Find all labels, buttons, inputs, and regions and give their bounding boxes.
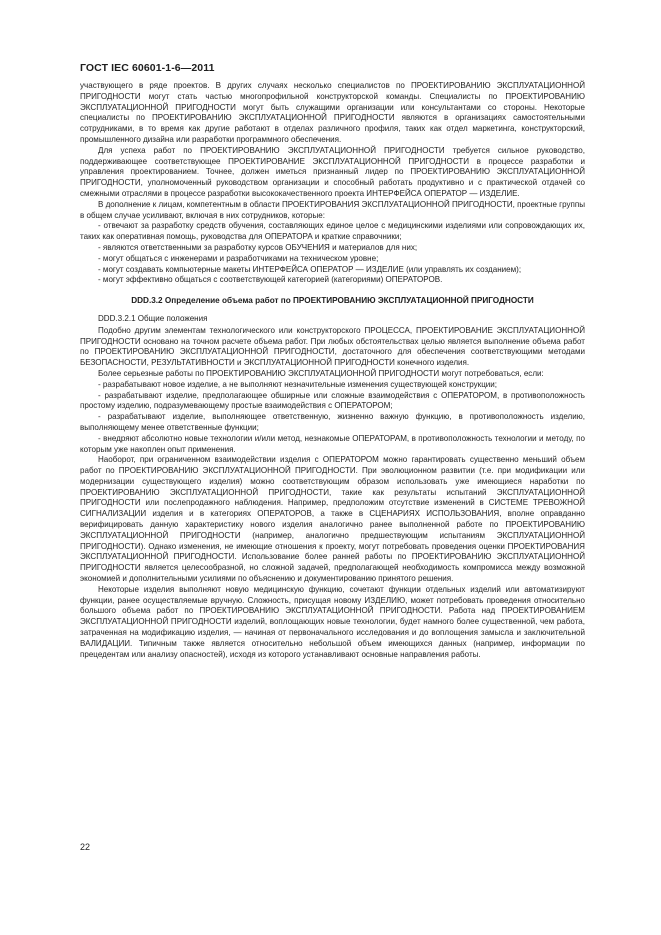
list-item: - разрабатывают новое изделие, а не выполняют незначительные изменения существующей конструкции; <box>98 379 498 389</box>
document-header: ГОСТ IEC 60601-1-6—2011 <box>80 62 215 74</box>
list-item: - разрабатывают изделие, выполняющее ответственную, жизненно важную функцию, в противоположность изделию, выполняющему менее ответственные функции; <box>80 412 585 432</box>
list-item: - отвечают за разработку средств обучения, составляющих единое целое с медицинскими изделиями или сопровождающих их, таких как оперативная помощь, руководства для ОПЕРАТОРА и краткие справочники; <box>80 221 585 242</box>
section-heading: DDD.3.2 Определение объема работ по ПРОЕКТИРОВАНИЮ ЭКСПЛУАТАЦИОННОЙ ПРИГОДНОСТИ <box>131 296 534 306</box>
list-item: - могут эффективно общаться с соответствующей категорией (категориями) ОПЕРАТОРОВ. <box>98 275 443 285</box>
list-item: - разрабатывают изделие, предполагающее обширные или сложные взаимодействия с ОПЕРАТОРОМ, в противоположность простому изделию, подразумевающему простые взаимодействия с ОПЕРАТОРОМ; <box>80 390 585 411</box>
paragraph: Подобно другим элементам технологического или конструкторского ПРОЦЕССА, ПРОЕКТИРОВАНИЕ ЭКСПЛУАТАЦИОННОЙ ПРИГОДНОСТИ основано на точном расчете объема работ. При любых обстоятельствах целью является выполнение объема работ по ПРОЕКТИРОВАНИЮ ЭКСПЛУАТАЦИОННОЙ ПРИГОДНОСТИ, достаточного для обеспечения соответствующими методами БЕЗОПАСНОСТИ, РЕЗУЛЬТАТИВНОСТИ и ЭКСПЛУАТАЦИОННОЙ ПРИГОДНОСТИ конечного изделия. <box>80 325 585 368</box>
paragraph: Некоторые изделия выполняют новую медицинскую функцию, сочетают функции отдельных изделий или автоматизируют функции, ранее осуществляемые вручную. Сложность, присущая новому ИЗДЕЛИЮ, может потребовать проведения относительно большого объема работ по ПРОЕКТИРОВАНИЮ ЭКСПЛУАТАЦИОННОЙ ПРИГОДНОСТИ. Работа над ПРОЕКТИРОВАНИЕМ ЭКСПЛУАТАЦИОННОЙ ПРИГОДНОСТИ изделий, воплощающих новые технологии, будет намного более существенной, чем работа, затраченная на модификацию изделия, — начиная от первоначального исследования и до воплощения замысла и заключительной ВАЛИДАЦИИ. Типичным также является относительно небольшой объем имеющихся данных (например, информации по прецедентам или анализу опасностей), исходя из которого устанавливают основные направления работы. <box>80 584 585 659</box>
list-item: - могут создавать компьютерные макеты ИНТЕРФЕЙСА ОПЕРАТОР — ИЗДЕЛИЕ (или управлять их созданием); <box>98 264 522 274</box>
paragraph-continuation: участвующего в ряде проектов. В других случаях несколько специалистов по ПРОЕКТИРОВАНИЮ ЭКСПЛУАТАЦИОННОЙ ПРИГОДНОСТИ могут стать частью многопрофильной конструкторской команды. Специалисты по ПРОЕКТИРОВАНИЮ ЭКСПЛУАТАЦИОННОЙ ПРИГОДНОСТИ могут быть служащими организации или консультантами со стороны. Некоторые специалисты по ПРОЕКТИРОВАНИЮ ЭКСПЛУАТАЦИОННОЙ ПРИГОДНОСТИ являются в организациях самостоятельными сотрудниками, в то время как другие работают в отделах различного профиля, таких как отдел маркетинга, конструкторский, промышленного дизайна или разработки программного обеспечения. <box>80 81 585 144</box>
paragraph: Наоборот, при ограниченном взаимодействии изделия с ОПЕРАТОРОМ можно гарантировать существенно меньший объем работ по ПРОЕКТИРОВАНИЮ ЭКСПЛУАТАЦИОННОЙ ПРИГОДНОСТИ. При эволюционном развитии (т.е. при модификации или модернизации существующего изделия) можно соответствующим образом использовать уже имеющиеся наработки по ПРОЕКТИРОВАНИЮ ЭКСПЛУАТАЦИОННОЙ ПРИГОДНОСТИ, такие как результаты испытаний ЭКСПЛУАТАЦИОННОЙ ПРИГОДНОСТИ или послепродажного наблюдения. Например, предположим отсутствие изменений в СИСТЕМЕ ТРЕВОЖНОЙ СИГНАЛИЗАЦИИ изделия и в категориях ОПЕРАТОРОВ, а также в СЦЕНАРИЯХ ИСПОЛЬЗОВАНИЯ, вполне оправданно верифицировать данную характеристику нового изделия аналогично ранее выполненной работе по ПРОЕКТИРОВАНИЮ ЭКСПЛУАТАЦИОННОЙ ПРИГОДНОСТИ (например, аналогично предшествующим испытаниям ЭКСПЛУАТАЦИОННОЙ ПРИГОДНОСТИ). Однако изменения, не имеющие отношения к проекту, могут потребовать проведения оценки ПРОЕКТИРОВАНИЯ ЭКСПЛУАТАЦИОННОЙ ПРИГОДНОСТИ. Использование более ранней работы по ПРОЕКТИРОВАНИЮ ЭКСПЛУАТАЦИОННОЙ ПРИГОДНОСТИ является целесообразной, но сложной задачей, предполагающей необходимость компромисса между возможной экономией и дополнительными усилиями по объяснению и документированию принятого решения. <box>80 455 585 584</box>
paragraph: В дополнение к лицам, компетентным в области ПРОЕКТИРОВАНИЯ ЭКСПЛУАТАЦИОННОЙ ПРИГОДНОСТИ, проектные группы в общем случае усиливают, включая в них сотрудников, которые: <box>80 199 585 220</box>
page-body <box>80 81 585 660</box>
list-item: - являются ответственными за разработку курсов ОБУЧЕНИЯ и материалов для них; <box>98 242 418 252</box>
list-item: - могут общаться с инженерами и разработчиками на техническом уровне; <box>98 253 379 263</box>
list-item: - внедряют абсолютно новые технологии и/или метод, незнакомые ОПЕРАТОРАМ, в противоположность технологии и методу, по которым уже накоплен опыт применения. <box>80 433 585 454</box>
page-number: 22 <box>80 842 91 852</box>
subsection-heading: DDD.3.2.1 Общие положения <box>98 313 208 323</box>
paragraph: Для успеха работ по ПРОЕКТИРОВАНИЮ ЭКСПЛУАТАЦИОННОЙ ПРИГОДНОСТИ требуется сильное руководство, поддерживающее соответствующее ПРОЕКТИРОВАНИЕ ЭКСПЛУАТАЦИОННОЙ ПРИГОДНОСТИ в процессе разработки и управления проектированием. Точнее, должен иметься признанный лидер по ПРОЕКТИРОВАНИЮ ЭКСПЛУАТАЦИОННОЙ ПРИГОДНОСТИ, уполномоченный руководством организации и способный работать продуктивно и с практической отдачей со смежными отраслями в процессе разработки высококачественного проекта ИНТЕРФЕЙСА ОПЕРАТОР — ИЗДЕЛИЕ. <box>80 145 585 198</box>
paragraph: Более серьезные работы по ПРОЕКТИРОВАНИЮ ЭКСПЛУАТАЦИОННОЙ ПРИГОДНОСТИ могут потребоваться, если: <box>98 368 544 378</box>
